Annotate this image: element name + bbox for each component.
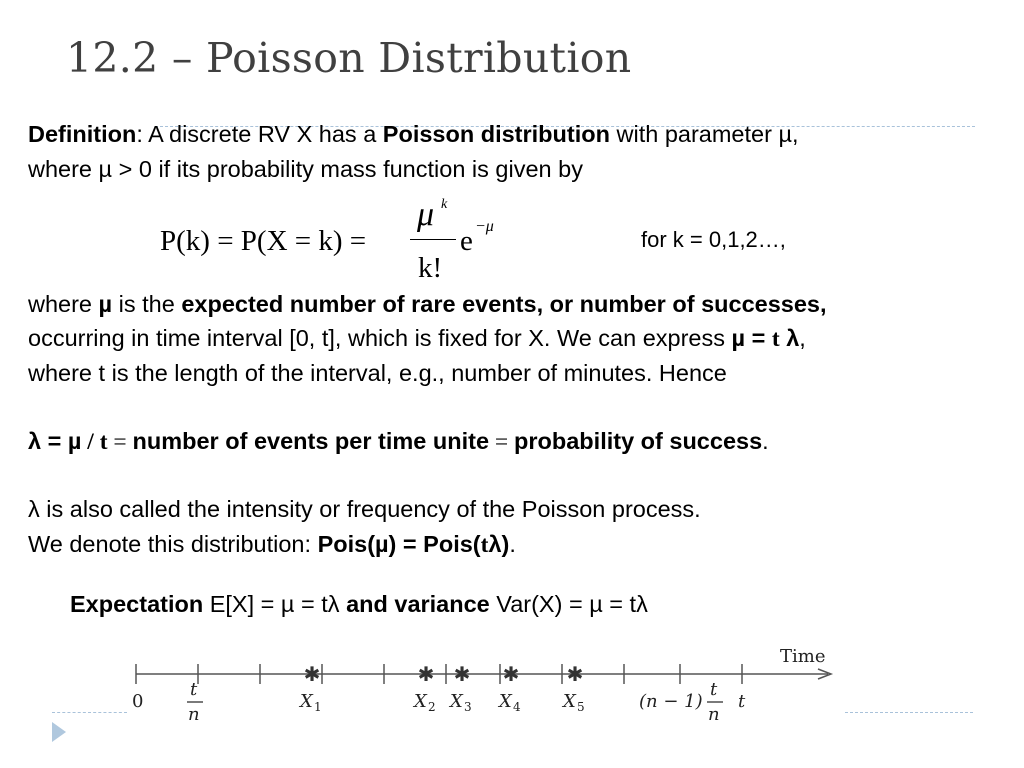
- tick-label-x4-sub: 4: [513, 700, 521, 714]
- event-marker-4: ✱: [502, 662, 520, 686]
- lambda-eq1: =: [107, 429, 133, 455]
- poisson-timeline: [128, 640, 840, 735]
- definition-text-b: with parameter µ,: [609, 121, 799, 147]
- formula-numerator-exponent: k: [441, 197, 448, 212]
- intensity-line-1: λ is also called the intensity or frequency of the Poisson process.: [28, 496, 701, 522]
- formula-range: for k = 0,1,2…,: [641, 227, 786, 252]
- definition-text-a: : A discrete RV X has a: [136, 121, 383, 147]
- tick-label-t-over-n-den: n: [188, 704, 200, 725]
- tick-label-nm1-num: t: [710, 679, 718, 700]
- explanation-expected: expected number of rare events, or number of successes,: [181, 291, 827, 317]
- tick-label-x3-sub: 3: [464, 700, 472, 714]
- fraction-bar: [410, 239, 456, 240]
- decorative-dashed-line-bottom-right: [845, 712, 973, 713]
- moments-line: [70, 593, 648, 617]
- tick-label-x2-sub: 2: [428, 700, 436, 714]
- explanation-line-1: [28, 293, 827, 317]
- tick-label-t-over-n-num: t: [190, 679, 198, 700]
- formula-exp-power: −μ: [475, 218, 494, 235]
- expectation-value: E[X] = µ = tλ: [203, 591, 347, 617]
- lambda-events: number of events per time unite: [132, 428, 490, 454]
- explanation-line-2: [28, 327, 806, 352]
- tick-label-x4: X: [499, 691, 512, 712]
- tick-label-x1: X: [300, 691, 313, 712]
- lambda-period: .: [762, 428, 769, 454]
- lambda-prob: probability of success: [514, 428, 763, 454]
- explanation-lambda: λ: [779, 325, 800, 351]
- definition-line-1: [28, 123, 799, 147]
- definition-label: Definition: [28, 121, 137, 147]
- expectation-label: Expectation: [70, 591, 204, 617]
- formula-exp-base: e: [460, 225, 473, 257]
- pois-notation-t: t: [480, 532, 489, 558]
- lambda-lhs: λ = µ: [28, 428, 82, 454]
- tick-label-x5: X: [563, 691, 576, 712]
- explanation-line-2-text: occurring in time interval [0, t], which is fixed for X. We can express: [28, 325, 732, 351]
- pois-notation-b: λ): [488, 531, 510, 557]
- tick-label-x5-sub: 5: [577, 700, 585, 714]
- tick-label-x3: X: [450, 691, 463, 712]
- lambda-eq2: =: [489, 429, 515, 455]
- intensity-period: .: [509, 531, 516, 557]
- formula-lhs: P(k) = P(X = k) =: [160, 225, 367, 257]
- slide-title: 12.2 – Poisson Distribution: [66, 34, 632, 82]
- tick-label-t-end: t: [738, 691, 746, 712]
- definition-term: Poisson distribution: [382, 121, 610, 147]
- lambda-slash: /: [81, 429, 100, 455]
- triangle-bullet-icon: [52, 722, 66, 742]
- event-marker-1: ✱: [303, 662, 321, 686]
- explanation-is-the: is the: [112, 291, 182, 317]
- explanation-where: where: [28, 291, 99, 317]
- event-marker-3: ✱: [453, 662, 471, 686]
- formula-denominator: k!: [418, 252, 443, 284]
- event-marker-2: ✱: [417, 662, 435, 686]
- decorative-dashed-line-bottom-left: [52, 712, 127, 713]
- tick-label-x1-sub: 1: [314, 700, 322, 714]
- lambda-t: t: [99, 429, 108, 455]
- intensity-denote: We denote this distribution:: [28, 531, 318, 557]
- pmf-formula: [160, 198, 520, 288]
- explanation-t: t: [771, 326, 780, 352]
- variance-label: and variance: [346, 591, 490, 617]
- lambda-definition: [28, 430, 769, 455]
- variance-value: Var(X) = µ = tλ: [489, 591, 648, 617]
- event-marker-5: ✱: [566, 662, 584, 686]
- explanation-line-3: where t is the length of the interval, e.g., number of minutes. Hence: [28, 360, 727, 386]
- tick-label-nm1-den: n: [708, 704, 720, 725]
- tick-label-zero: 0: [132, 691, 144, 712]
- formula-numerator: μ: [417, 196, 435, 233]
- pois-notation-a: Pois(µ) = Pois(: [317, 531, 481, 557]
- intensity-line-2: [28, 533, 516, 558]
- tick-label-n-minus-1: (n − 1): [639, 691, 703, 712]
- definition-line-2: where µ > 0 if its probability mass function is given by: [28, 156, 583, 182]
- explanation-mu: µ: [98, 291, 113, 317]
- explanation-mu-eq: µ =: [731, 325, 772, 351]
- explanation-comma: ,: [799, 325, 806, 351]
- tick-label-x2: X: [414, 691, 427, 712]
- timeline-axis-label: Time: [780, 646, 826, 667]
